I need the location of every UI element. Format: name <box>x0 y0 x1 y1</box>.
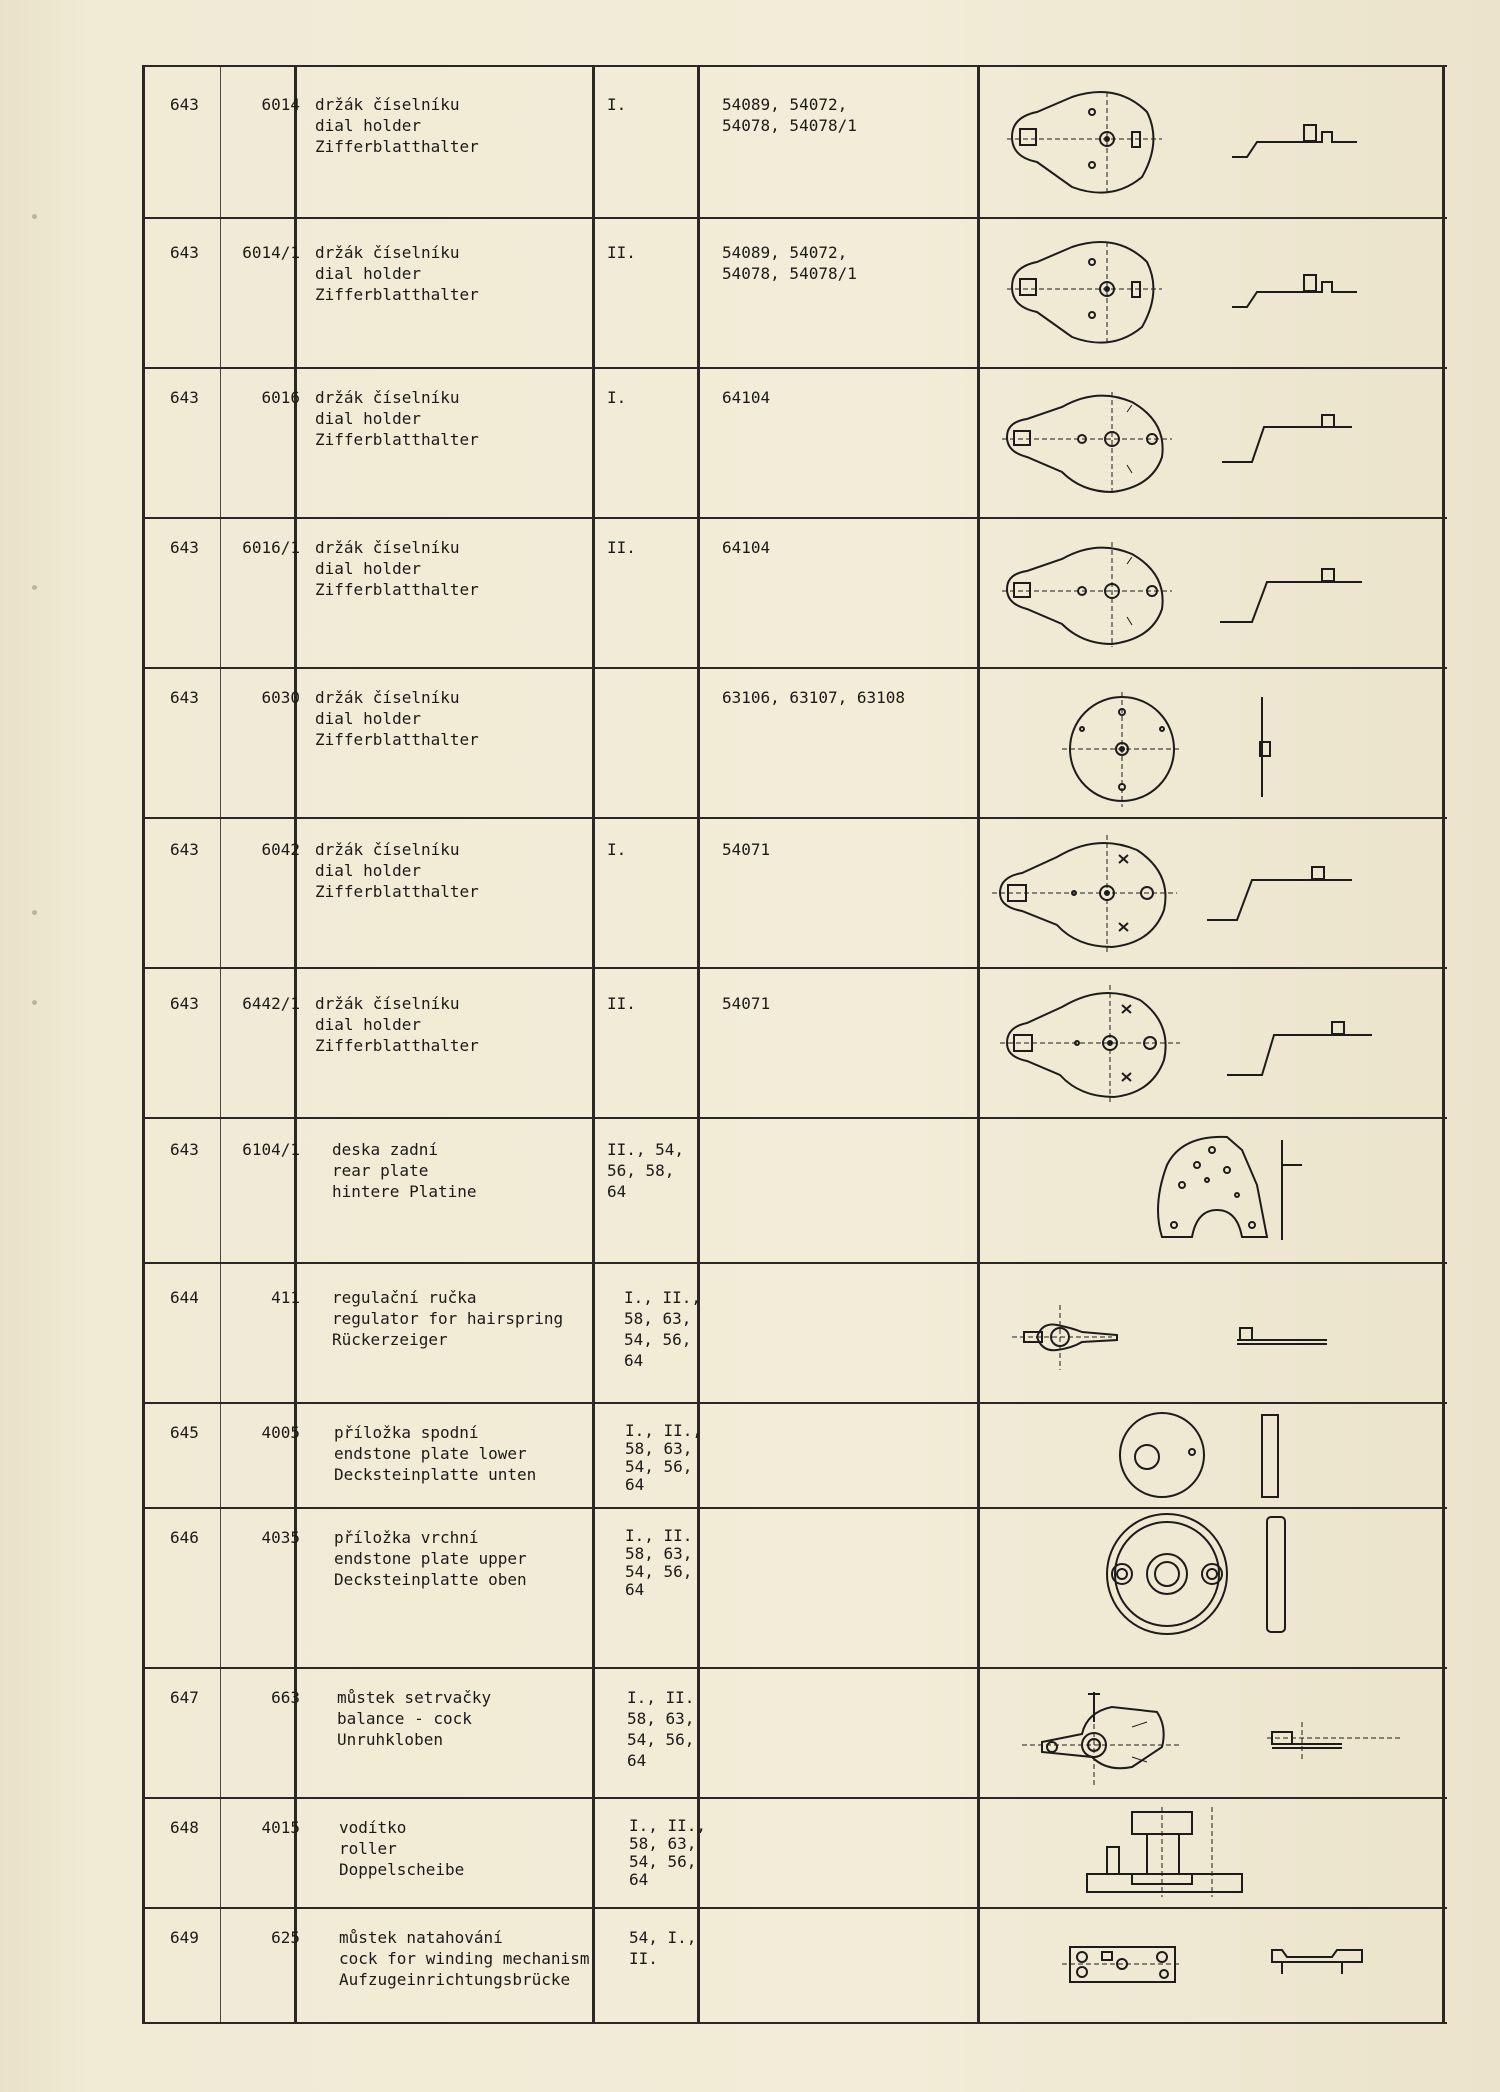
roller-drawing <box>982 1802 1447 1902</box>
part-name: příložka spodní endstone plate lower Decksteinplatte unten <box>334 1423 537 1484</box>
part-number: 4005 <box>261 1423 300 1442</box>
table-row <box>142 1402 1447 1509</box>
part-name: vodítko roller Doppelscheibe <box>339 1818 465 1879</box>
ref-number: 649 <box>170 1928 199 1947</box>
part-number: 6042 <box>261 840 300 859</box>
part-name: držák číselníku dial holder Zifferblatthalter <box>315 388 479 449</box>
caliber-list: 64104 <box>722 388 771 407</box>
caliber-list: 54089, 54072, 54078, 54078/1 <box>722 95 857 135</box>
punch-hole-mark <box>32 214 37 219</box>
caliber-list: 64104 <box>722 538 771 557</box>
group-designation: I. <box>607 388 627 407</box>
table-row <box>142 217 1447 369</box>
table-row <box>142 1667 1447 1799</box>
part-name: deska zadní rear plate hintere Platine <box>332 1140 477 1201</box>
group-designation: 54, I., II. <box>629 1928 697 1968</box>
part-name: držák číselníku dial holder Zifferblatthalter <box>315 840 479 901</box>
group-designation: II. <box>607 243 636 262</box>
punch-hole-mark <box>32 585 37 590</box>
table-row <box>142 967 1447 1119</box>
ref-number: 646 <box>170 1528 199 1547</box>
part-number: 6016/1 <box>242 538 300 557</box>
table-row <box>142 1117 1447 1264</box>
group-designation: II., 54, 56, 58, 64 <box>607 1140 685 1201</box>
part-number: 4035 <box>261 1528 300 1547</box>
part-name: regulační ručka regulator for hairspring Rückerzeiger <box>332 1288 564 1349</box>
part-name: držák číselníku dial holder Zifferblatthalter <box>315 538 479 599</box>
dial-holder-drawing <box>982 825 1447 960</box>
table-row <box>142 1797 1447 1909</box>
caliber-list: 54089, 54072, 54078, 54078/1 <box>722 243 857 283</box>
table-row <box>142 67 1447 219</box>
winding-cock-drawing <box>982 1912 1447 2012</box>
dial-holder-drawing <box>982 975 1447 1110</box>
parts-table <box>142 65 1447 2024</box>
table-row <box>142 667 1447 819</box>
dial-holder-drawing <box>982 227 1447 357</box>
part-number: 663 <box>271 1688 300 1707</box>
punch-hole-mark <box>32 910 37 915</box>
group-designation: I., II., 58, 63, 54, 56, 64 <box>629 1816 707 1889</box>
part-number: 6442/1 <box>242 994 300 1013</box>
endstone-plate-upper-drawing <box>982 1512 1447 1662</box>
ref-number: 645 <box>170 1423 199 1442</box>
group-designation: II. <box>607 538 636 557</box>
part-number: 4015 <box>261 1818 300 1837</box>
group-designation: I., II. 58, 63, 54, 56, 64 <box>625 1526 693 1599</box>
group-designation: I., II., 58, 63, 54, 56, 64 <box>624 1288 702 1370</box>
ref-number: 643 <box>170 95 199 114</box>
ref-number: 643 <box>170 840 199 859</box>
group-designation: II. <box>607 994 636 1013</box>
endstone-plate-lower-drawing <box>982 1407 1447 1502</box>
part-number: 6014 <box>261 95 300 114</box>
group-designation: I., II. 58, 63, 54, 56, 64 <box>627 1688 695 1770</box>
group-designation: I. <box>607 840 627 859</box>
part-name: držák číselníku dial holder Zifferblatthalter <box>315 994 479 1055</box>
part-number: 411 <box>271 1288 300 1307</box>
group-designation: I. <box>607 95 627 114</box>
part-name: příložka vrchní endstone plate upper Decksteinplatte oben <box>334 1528 527 1589</box>
ref-number: 644 <box>170 1288 199 1307</box>
table-row <box>142 517 1447 669</box>
ref-number: 643 <box>170 388 199 407</box>
part-number: 625 <box>271 1928 300 1947</box>
regulator-drawing <box>982 1270 1447 1400</box>
dial-holder-drawing <box>982 77 1447 207</box>
ref-number: 643 <box>170 243 199 262</box>
part-number: 6014/1 <box>242 243 300 262</box>
ref-number: 643 <box>170 1140 199 1159</box>
table-row <box>142 1262 1447 1404</box>
caliber-list: 54071 <box>722 994 771 1013</box>
part-name: držák číselníku dial holder Zifferblatthalter <box>315 243 479 304</box>
ref-number: 643 <box>170 688 199 707</box>
ref-number: 643 <box>170 994 199 1013</box>
ref-number: 643 <box>170 538 199 557</box>
group-designation: I., II., 58, 63, 54, 56, 64 <box>625 1421 703 1494</box>
part-name: můstek natahování cock for winding mechanism Aufzugeinrichtungsbrücke <box>339 1928 590 1989</box>
part-name: držák číselníku dial holder Zifferblatthalter <box>315 688 479 749</box>
dial-holder-drawing <box>982 527 1447 657</box>
ref-number: 648 <box>170 1818 199 1837</box>
ref-number: 647 <box>170 1688 199 1707</box>
part-number: 6104/1 <box>242 1140 300 1159</box>
part-number: 6030 <box>261 688 300 707</box>
part-number: 6016 <box>261 388 300 407</box>
caliber-list: 63106, 63107, 63108 <box>722 688 906 707</box>
table-row <box>142 817 1447 969</box>
table-row <box>142 1507 1447 1669</box>
rear-plate-drawing <box>982 1125 1447 1255</box>
table-row <box>142 1907 1447 2020</box>
punch-hole-mark <box>32 1000 37 1005</box>
part-name: držák číselníku dial holder Zifferblatthalter <box>315 95 479 156</box>
dial-holder-drawing <box>982 377 1447 507</box>
balance-cock-drawing <box>982 1672 1447 1792</box>
caliber-list: 54071 <box>722 840 771 859</box>
part-name: můstek setrvačky balance - cock Unruhkloben <box>337 1688 492 1749</box>
round-dial-holder-drawing <box>982 677 1447 807</box>
table-row <box>142 367 1447 519</box>
